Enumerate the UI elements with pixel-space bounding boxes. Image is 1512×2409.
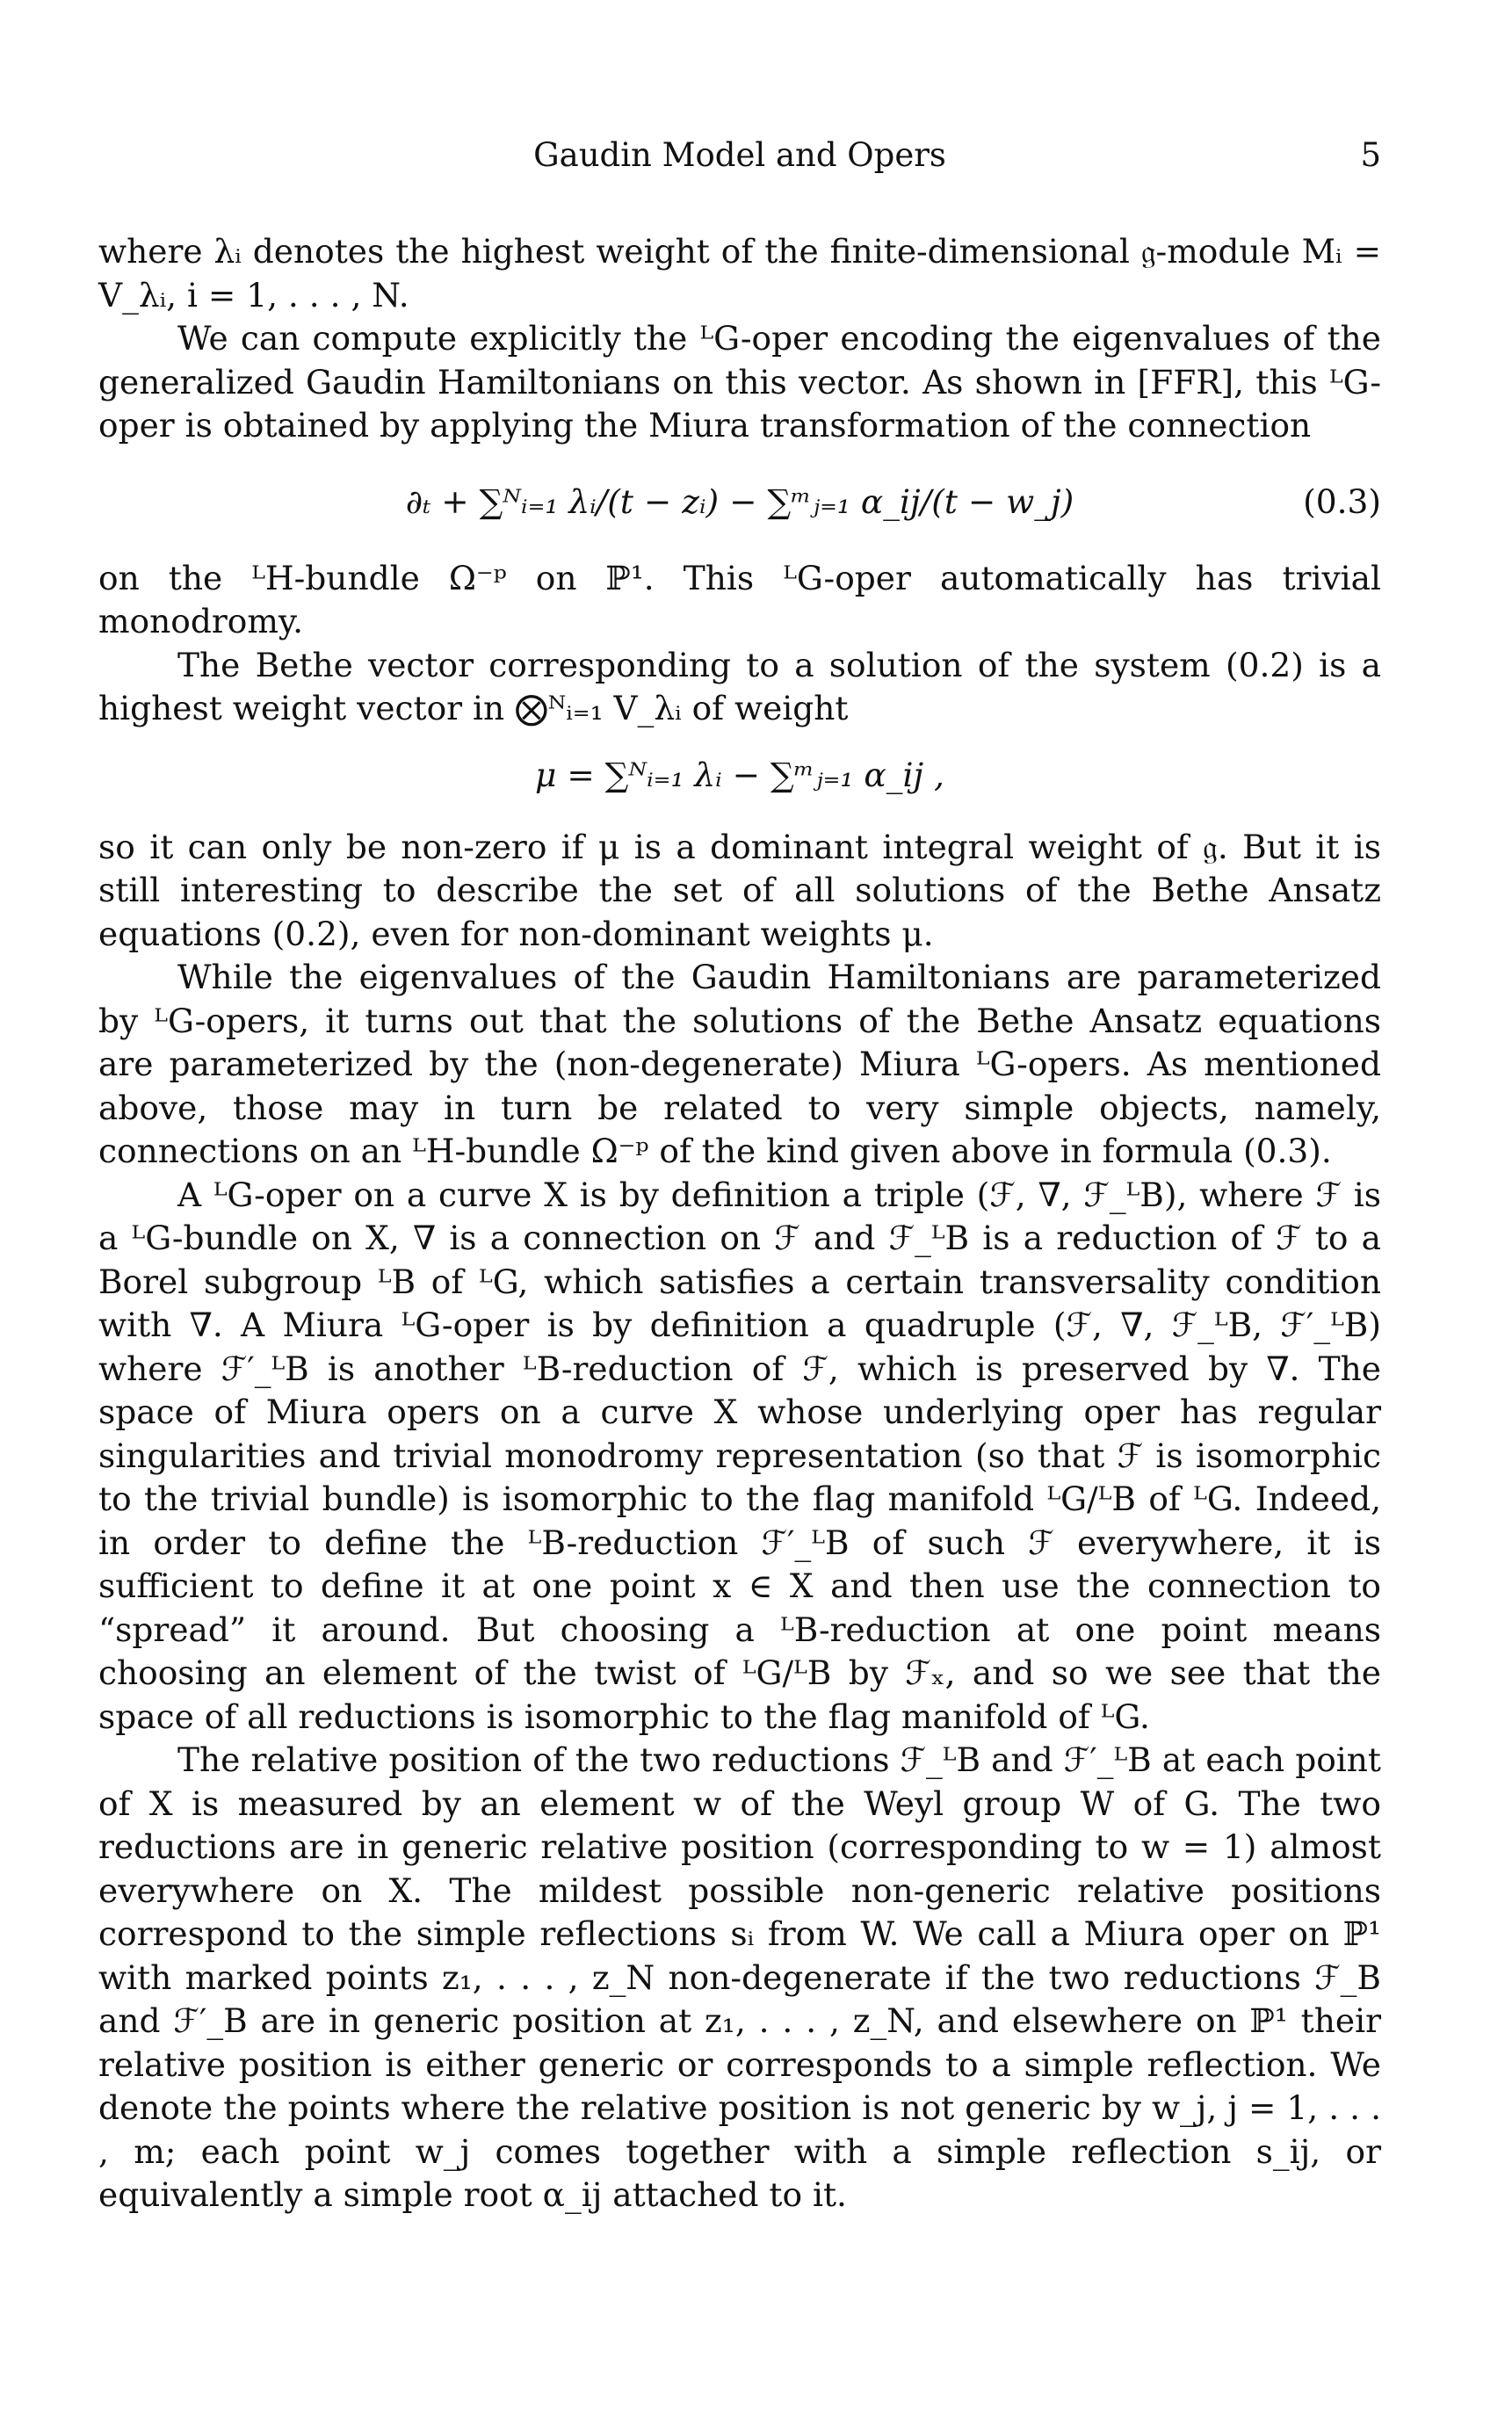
paragraph-3: on the ᴸH-bundle Ω⁻ᵖ on ℙ¹. This ᴸG-oper automatically has trivial monodromy. <box>98 558 1381 640</box>
body-text <box>98 230 1381 2217</box>
connection-formula: ∂ₜ + ∑ᴺᵢ₌₁ λᵢ/(t − zᵢ) − ∑ᵐⱼ₌₁ α_ij/(t − w_j) <box>405 481 1074 521</box>
paragraph-6: While the eigenvalues of the Gaudin Hamiltonians are parameterized by ᴸG-opers, it turns out that the solutions of the Bethe Ansatz equations are parameterized by the (non-degenerate) Miura ᴸG-opers. As mentioned above, those may in turn be related to very simple objects, namely, connections on an ᴸH-bundle Ω⁻ᵖ of the kind given above in formula (0.3). <box>98 958 1381 1170</box>
paragraph-7: A ᴸG-oper on a curve X is by definition a triple (ℱ, ∇, ℱ_ᴸB), where ℱ is a ᴸG-bundle on X, ∇ is a connection on ℱ and ℱ_ᴸB is a reduction of ℱ to a Borel subgroup ᴸB of ᴸG, which satisfies a certain transversality condition with ∇. A Miura ᴸG-oper is by definition a quadruple (ℱ, ∇, ℱ_ᴸB, ℱ′_ᴸB) where ℱ′_ᴸB is another ᴸB-reduction of ℱ, which is preserved by ∇. The space of Miura opers on a curve X whose underlying oper has regular singularities and trivial monodromy representation (so that ℱ is isomorphic to the trivial bundle) is isomorphic to the flag manifold ᴸG/ᴸB of ᴸG. Indeed, in order to define the ᴸB-reduction ℱ′_ᴸB of such ℱ everywhere, it is sufficient to define it at one point x ∈ X and then use the connection to “spread” it around. But choosing a ᴸB-reduction at one point means choosing an element of the twist of ᴸG/ᴸB by ℱₓ, and so we see that the space of all reductions is isomorphic to the flag manifold of ᴸG. <box>98 1175 1381 1736</box>
equation-number: (0.3) <box>1303 481 1381 521</box>
equation-weight <box>98 731 1381 819</box>
running-header <box>98 136 1381 189</box>
paragraph-8: The relative position of the two reductions ℱ_ᴸB and ℱ′_ᴸB at each point of X is measured by an element w of the Weyl group W of G. The two reductions are in generic relative position (corresponding to w = 1) almost everywhere on X. The mildest possible non-generic relative positions correspond to the simple reflections sᵢ from W. We call a Miura oper on ℙ¹ with marked points z₁, . . . , z_N non-degenerate if the two reductions ℱ_B and ℱ′_B are in generic position at z₁, . . . , z_N, and elsewhere on ℙ¹ their relative position is either generic or corresponds to a simple reflection. We denote the points where the relative position is not generic by w_j, j = 1, . . . , m; each point w_j comes together with a simple reflection s_ij, or equivalently a simple root α_ij attached to it. <box>98 1740 1381 2214</box>
weight-formula: μ = ∑ᴺᵢ₌₁ λᵢ − ∑ᵐⱼ₌₁ α_ij , <box>535 755 944 794</box>
page-number: 5 <box>1360 136 1381 174</box>
header-title: Gaudin Model and Opers <box>533 136 946 174</box>
paragraph-1: where λᵢ denotes the highest weight of the finite-dimensional 𝔤-module Mᵢ = V_λᵢ, i = 1, . . . , N. <box>98 232 1381 315</box>
equation-0-3 <box>98 453 1381 550</box>
paragraph-5: so it can only be non-zero if μ is a dominant integral weight of 𝔤. But it is still interesting to describe the set of all solutions of the Bethe Ansatz equations (0.2), even for non-dominant weights μ. <box>98 827 1381 953</box>
paragraph-4: The Bethe vector corresponding to a solution of the system (0.2) is a highest weight vector in ⨂ᴺᵢ₌₁ V_λᵢ of weight <box>98 645 1381 727</box>
paragraph-2: We can compute explicitly the ᴸG-oper encoding the eigenvalues of the generalized Gaudin Hamiltonians on this vector. As shown in [FFR], this ᴸG-oper is obtained by applying the Miura transformation of the connection <box>98 319 1381 445</box>
